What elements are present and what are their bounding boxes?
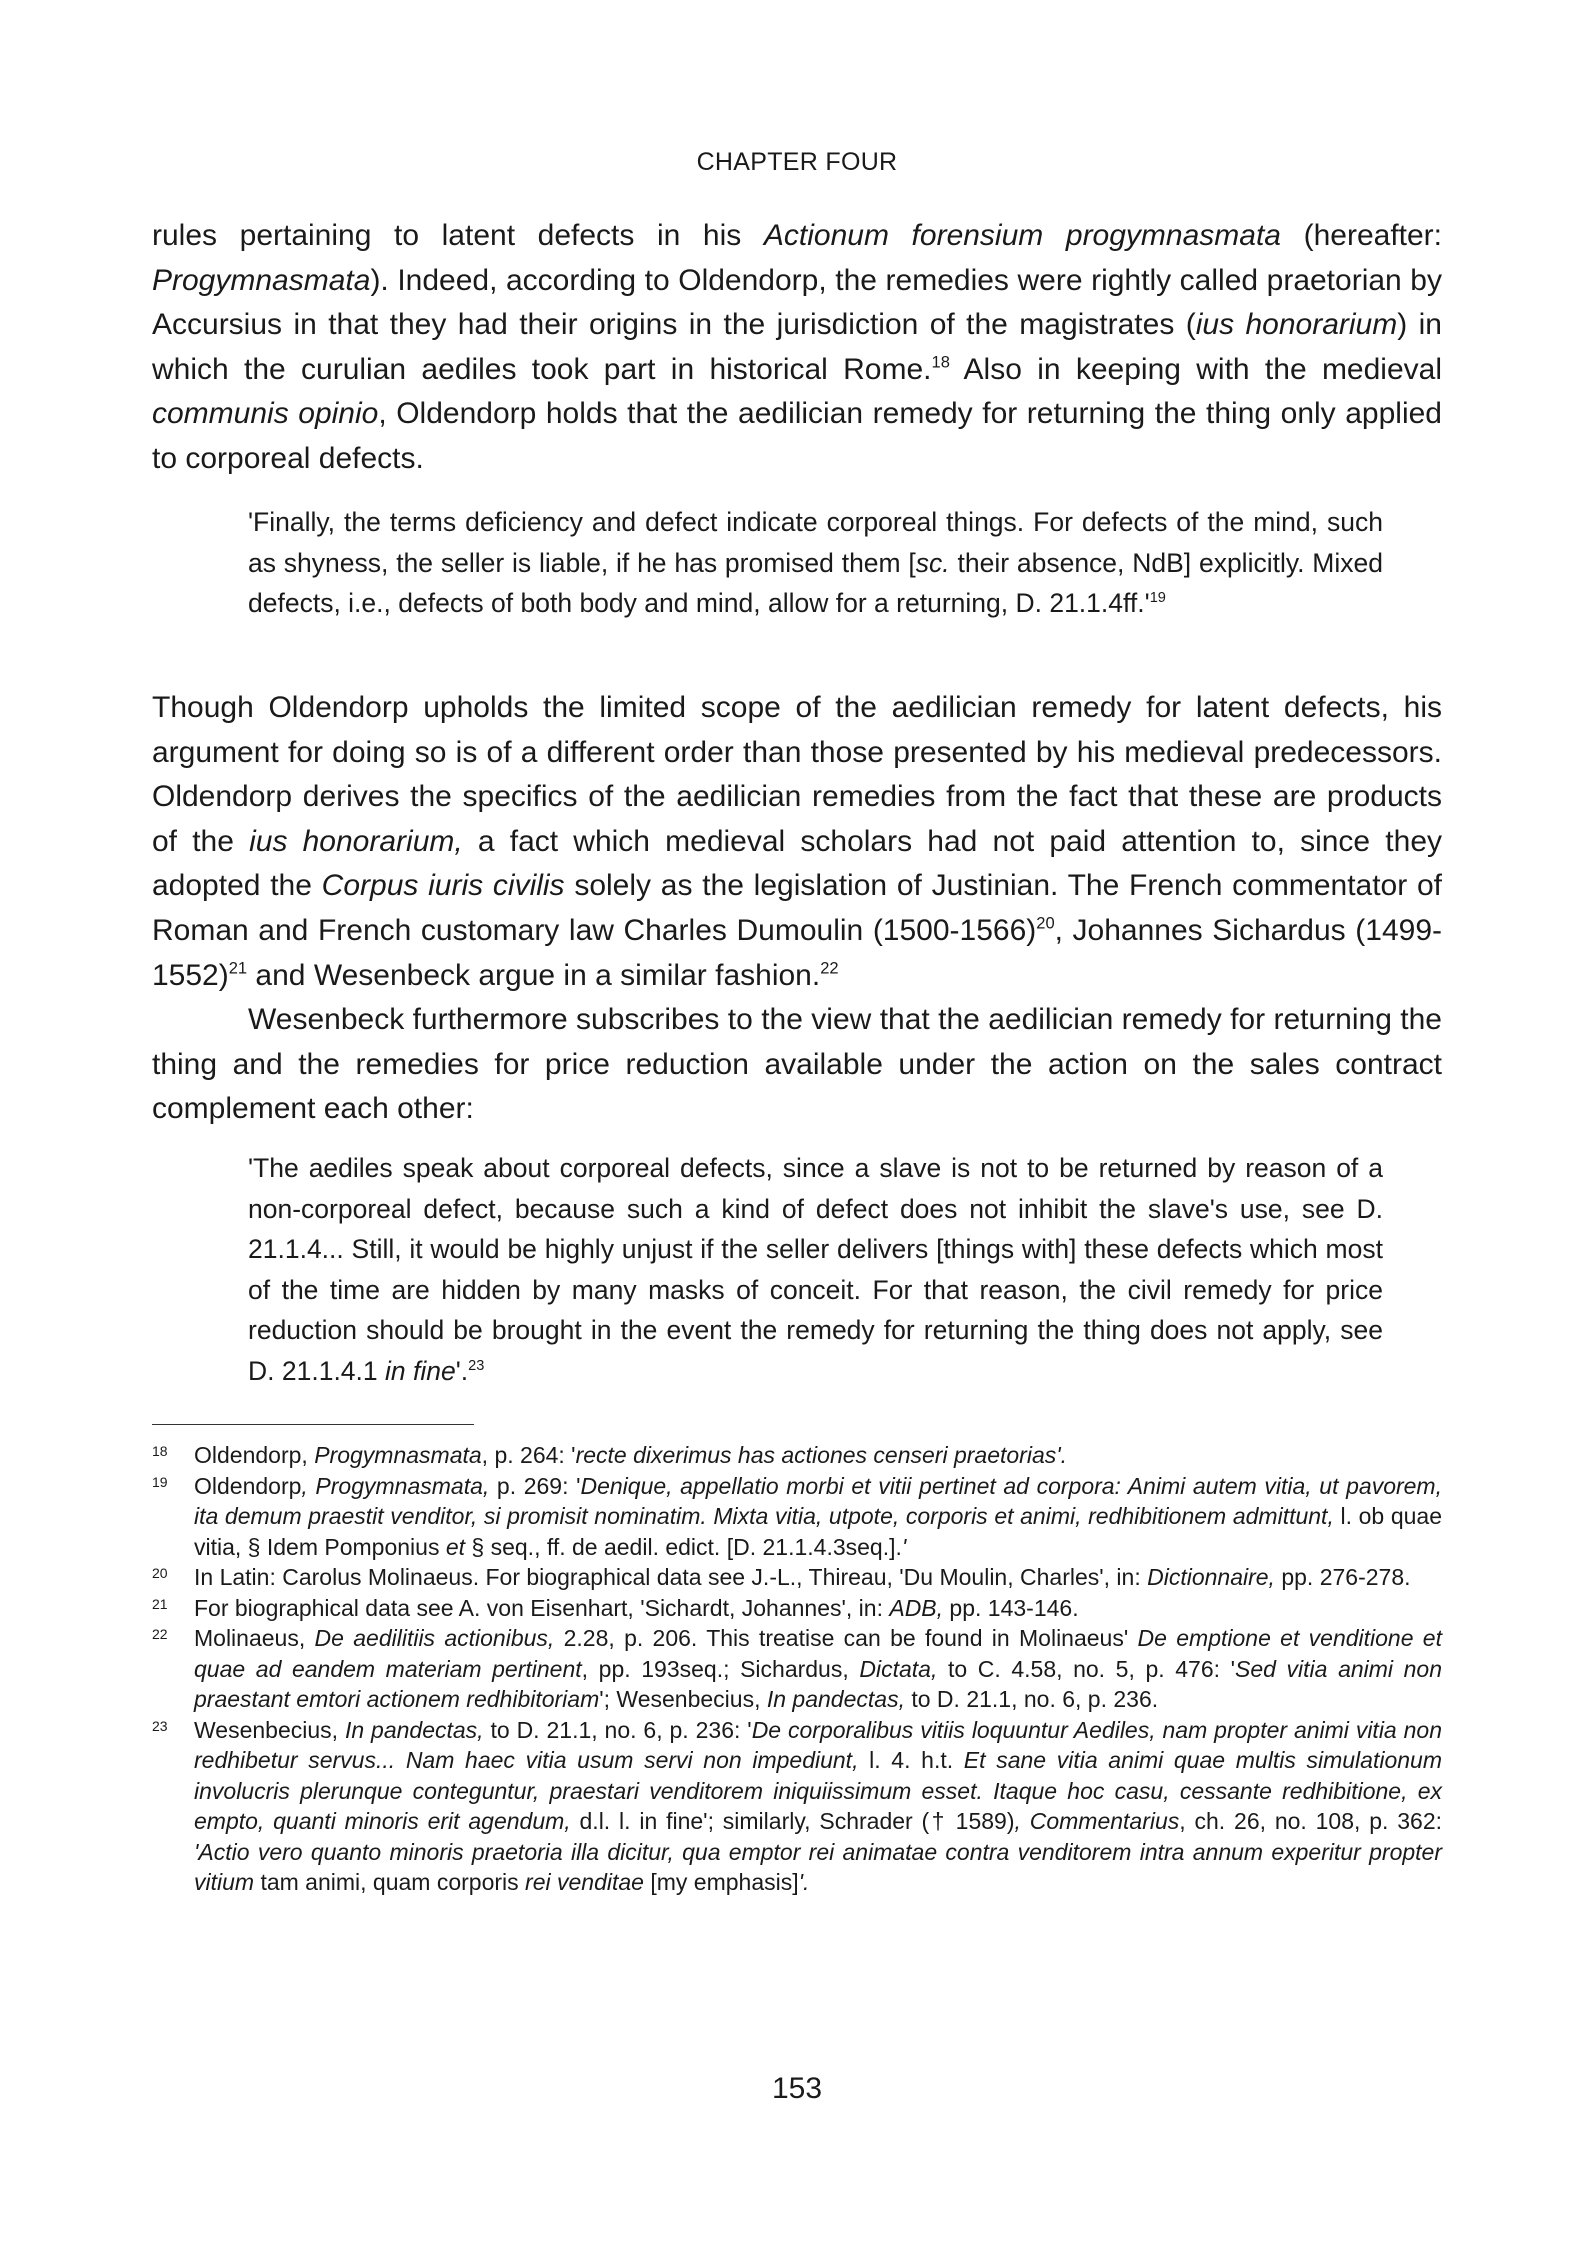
footnote-ref-19[interactable]: 19 [1149,589,1166,606]
running-head: CHAPTER FOUR [696,148,898,176]
block-quote-wesenbeck: 'The aediles speak about corporeal defects, since a slave is not to be returned by reason of a non-corporeal defect, because such a kind of defect does not inhibit the slave's use, see D. 21.1.4... Still, it would be highly unjust if the seller delivers [things with] these defects which most of the time are hidden by many masks of conceit. For that reason, the civil remedy for price reduction should be brought in the event the remedy for returning the thing does not apply, see D. 21.1.4.1 in fine'.$^{23}$ [248,1153,1383,1386]
footnote-ref-23[interactable]: 23 [468,1357,485,1374]
footnote-20: 20 In Latin: Carolus Molinaeus. For biographical data see J.-L., Thireau, 'Du Moulin, Charles', in: Dictionnaire, pp. 276-278. [152,1564,1411,1590]
footnote-18: 18 Oldendorp, Progymnasmata, p. 264: 'recte dixerimus has actiones censeri praetorias'. [152,1442,1068,1468]
footnote-separator [152,1424,474,1425]
page-number: 153 [771,2072,823,2105]
footnote-ref-18[interactable]: 18 [931,353,950,372]
footnote-21: 21 For biographical data see A. von Eisenhart, 'Sichardt, Johannes', in: ADB, pp. 143-146. [152,1594,1079,1621]
footnote-ref-20[interactable]: 20 [1036,914,1055,933]
footnote-ref-21[interactable]: 21 [228,959,248,978]
block-quote-oldendorp: 'Finally, the terms deficiency and defect indicate corporeal things. For defects of the mind, such as shyness, the seller is liable, if he has promised them [sc. their absence, NdB] explicitly. Mixed defects, i.e., defects of both body and mind, allow for a returning, D. $21.1.4ff.'^{19}$ [248,507,1383,618]
footnote-22: 22 Molinaeus, De aedilitiis actionibus, 2.28, p. 206. This treatise can be found in Molinaeus' De emptione et venditione et quae ad eandem materiam pertinent, pp. 193seq.; Sichardus, Dictata, to C. 4.58, no. 5, p. 476: 'Sed vitia animi non praestant emtori actionem redhibitoriam'; Wesenbecius, In pandectas, to D. 21.1, no. 6, p. 236. [152,1625,1443,1712]
footnote-19: 19 Oldendorp, Progymnasmata, p. 269: 'Denique, appellatio morbi et vitii pertinet ad corpora: Animi autem vitia, ut pavorem, ita demum praestit venditor, si promisit nominatim. Mixta vitia, utpote, corporis et animi, redhibitionem admittunt, l. ob quae vitia, § Idem Pomponius et § seq., ff. de aedil. edict. [D. 21.1.4.3seq.].' [152,1472,1442,1560]
footnotes [152,1440,1442,1898]
paragraph-limited-scope: Though Oldendorp upholds the limited scope of the aedilician remedy for latent defects, his argument for doing so is of a different order than those presented by his medieval predecessors. Oldendorp derives the specifics of the aedilician remedies from the fact that these are products of the ius honorarium, a fact which medieval scholars had not paid attention to, since they adopted the Corpus iuris civilis solely as the legislation of Justinian. The French commentator of Roman and French customary law Charles Dumoulin (1500-1566)$^{20}$, Johannes Sichardus (1499-1552)$^{21}$ and Wesenbeck argue in a similar fashion.$^{22}$ Wesenbeck furthermore subscribes to the view that the aedilician remedy for returning the thing and the remedies for price reduction available under the action on the sales contract complement each other: [152,691,1443,1126]
paragraph-oldendorp-remedies: rules pertaining to latent defects in his Actionum forensium progymnasmata (hereafter: Progymnasmata). Indeed, according to Oldendorp, the remedies were rightly called praetorian by Accursius in that they had their origins in the jurisdiction of the magistrates (ius honorarium) in which the curulian aediles took part in historical Rome.$^{18}$ Also in keeping with the medieval communis opinio, Oldendorp holds that the aedilician remedy for returning the thing only applied to corporeal defects. [152,219,1442,475]
footnote-ref-22[interactable]: 22 [820,959,839,978]
footnote-23: 23 Wesenbecius, In pandectas, to D. 21.1, no. 6, p. 236: 'De corporalibus vitiis loquuntur Aediles, nam propter animi vitia non redhibetur servus... Nam haec vitia usum servi non impediunt, l. 4. h.t. Et sane vitia animi quae multis simulationum involucris plerunque conteguntur, praestari venditorem iniquiissimum esset. Itaque hoc casu, cessante redhibitione, ex empto, quanti minoris erit agendum, d.l. l. in fine'; similarly, Schrader († 1589), Commentarius, ch. 26, no. 108, p. 362: 'Actio vero quanto minoris praetoria illa dicitur, qua emptor rei animatae contra venditorem intra annum experitur propter vitium tam animi, quam corporis rei venditae [my emphasis]'. [152,1716,1443,1895]
